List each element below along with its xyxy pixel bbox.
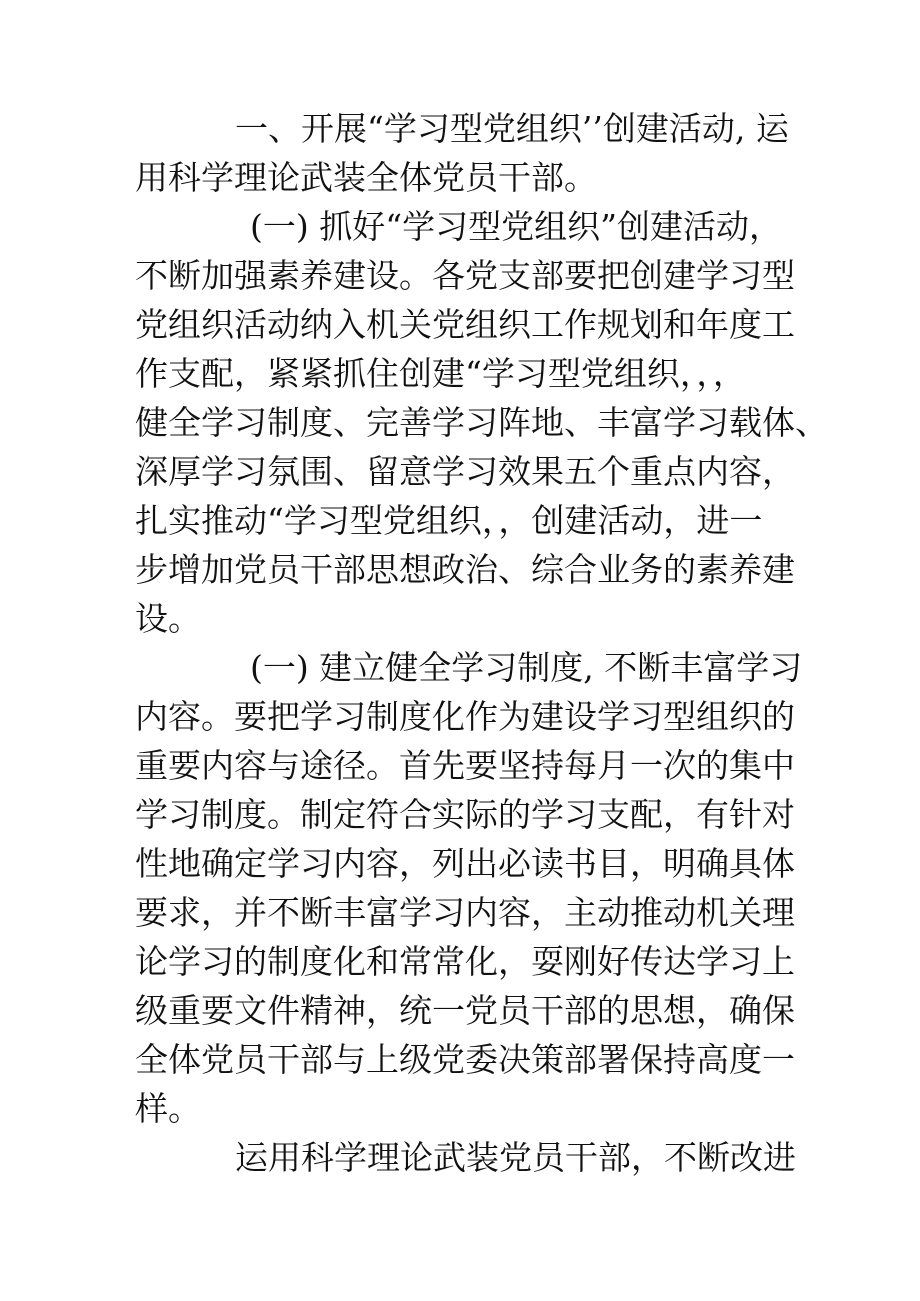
paragraph-line: 论学习的制度化和常常化，耍刚好传达学习上 [135,942,795,981]
paragraph [135,1133,795,1182]
paragraph [135,202,828,643]
paragraph-line: 扎实推动“学习型党组织，，创建活动，进一 [135,501,763,540]
paragraph-line: 健全学习制度、完善学习阵地、丰富学习载体、 [135,403,828,442]
paragraph-line: 步增加党员干部思想政治、综合业务的素养建 [135,550,795,589]
paragraph-line: 运用科学理论武装党员干部，不断改进 [235,1138,796,1177]
paragraph-line: (一) 抓好“学习型党组织”创建活动， [250,207,782,246]
paragraph-line: 级重要文件精神，统一党员干部的思想，确保 [135,991,795,1030]
heading-line: 用科学理论武装全体党员干部。 [135,158,597,197]
paragraph-line: 党组织活动纳入机关党组织工作规划和年度工 [135,305,795,344]
paragraph-line: 不断加强素养建设。各党支部要把创建学习型 [135,256,795,295]
paragraph-line: 学习制度。制定符合实际的学习支配，有针对 [135,795,795,834]
paragraph-line: 性地确定学习内容，列出必读书目，明确具体 [135,844,795,883]
document-body [135,104,828,1182]
paragraph [135,643,803,1133]
paragraph-line: 重要内容与途径。首先要坚持每月一次的集中 [135,746,795,785]
paragraph-line: 全体党员干部与上级党委决策部署保持高度一 [135,1040,795,1079]
paragraph-line: (一) 建立健全学习制度, 不断丰富学习 [250,648,803,687]
heading-line: 一、开展“学习型党组织’’创建活动, 运 [235,109,789,148]
paragraph-line: 设。 [135,599,201,638]
section-heading [135,104,795,202]
paragraph-line: 深厚学习氛围、留意学习效果五个重点内容， [135,452,795,491]
paragraph-line: 样。 [135,1089,201,1128]
paragraph-line: 要求，并不断丰富学习内容，主动推动机关理 [135,893,795,932]
paragraph-line: 作支配，紧紧抓住创建“学习型党组织，，， [135,354,746,393]
paragraph-line: 内容。要把学习制度化作为建设学习型组织的 [135,697,795,736]
